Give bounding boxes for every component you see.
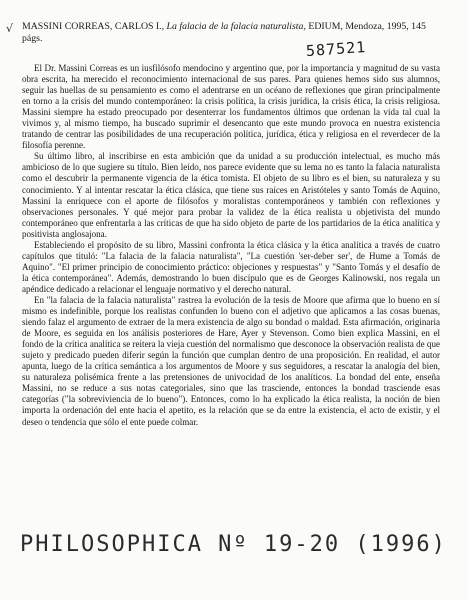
check-mark: √	[6, 22, 14, 35]
review-body	[22, 63, 440, 428]
paragraph: Estableciendo el propósito de su libro, Massini confronta la ética clásica y la ética analítica a través de cuatro capítulos que tituló: "La falacia de la falacia naturalista", "La cuestión 'ser-deber ser', de Hume a Tomás de Aquino". "El primer principio de conocimiento práctico: objeciones y respuestas" y "Santo Tomás y el desafío de la ética contemporánea". Además, demostrando lo buen discípulo que es de Georges Kalinowski, nos regala un apéndice dedicado a relacionar el lenguaje normativo y el derecho natural.	[22, 239, 440, 294]
citation-title: La falacia de la falacia naturalista	[166, 21, 304, 32]
paragraph: El Dr. Massini Correas es un iusfilósofo mendocino y argentino que, por la importancia y magnitud de su vasta obra escrita, ha merecido el reconocimiento internacional de sus pares. Para quienes hemos sido sus alumnos, seguir las huellas de su pensamiento es como el adentrarse en un océano de reflexiones que giran principalmente en torno a la crisis del mundo contemporáneo: la crisis política, la crisis jurídica, la crisis ética, la crisis religiosa. Massini siempre ha estado preocupado por desenterrar los fundamentos últimos que ordenan la vida tal cual la vivimos y, al mismo tiempo, ha buscado suprimir el desencanto que este mundo provoca en nuestra existencia tratando de centrar las posibilidades de una recuperación política, jurídica, ética y religiosa en el reverdecer de la filosofía perenne.	[22, 63, 440, 151]
citation-author: MASSINI CORREAS, CARLOS I.,	[22, 21, 165, 32]
handwritten-source-note: PHILOSOPHICA Nº 19-20 (1996)	[20, 532, 447, 557]
citation-header	[22, 21, 442, 46]
handwritten-annotation-number: 587521	[305, 37, 367, 61]
paragraph: Su último libro, al inscribirse en esta ambición que da unidad a su producción intelectual, es mucho más ambicioso de lo que sugiere su título. Bien leído, nos parece evidente que su lema no es tanto la falacia naturalista como el descubrir la permanente vigencia de la ética tomista. El objeto de su libro es el bien, su naturaleza y su conocimiento. Y al intentar rescatar la ética clásica, que tiene sus raíces en Aristóteles y santo Tomás de Aquino, Massini la enriquece con el aporte de filósofos y moralistas contemporáneos y también con reflexiones y observaciones personales. Y qué mejor para probar la validez de la ética realista u objetivista del mundo contemporáneo que enfrentarla a las críticas de que ha sido objeto de parte de los partidarios de la ética analítica y positivista anglosajona.	[22, 151, 440, 239]
citation-publisher: , EDIUM, Mendoza, 1995, 145 págs.	[22, 21, 426, 45]
paragraph: En "la falacia de la falacia naturalista" rastrea la evolución de la tesis de Moore que afirma que lo bueno en sí mismo es indefinible, porque los realistas confunden lo bueno con el adjetivo que aplicamos a las cosas buenas, siendo falaz el argumento de extraer de la mera existencia de algo su bondad o maldad. Esta afirmación, originaria de Moore, es seguida en los análisis posteriores de Hare, Ayer y Stevenson. Como bien explica Massini, en el fondo de la crítica analítica se reitera la vieja cuestión del normalismo que desconoce la observación realista de que sujeto y predicado pueden diferir según la función que cumplan dentro de una proposición. En realidad, el autor apunta, luego de la crítica semántica a los argumentos de Moore y sus seguidores, a rescatar la analogía del bien, su naturaleza polisémica frente a las pretensiones de univocidad de los analíticos. La bondad del ente, enseña Massini, no se reduce a sus notas categoriales, sino que las trasciende, entonces la bondad trasciende esas categorías ("la sobreviviencia de lo bueno"). Entonces, como lo ha explicado la ética realista, la noción de bien importa la ordenación del ente hacia el apetito, es la relación que se da entre la existencia, el acto de existir, y el deseo o tendencia que sólo el ente puede colmar.	[22, 294, 440, 427]
